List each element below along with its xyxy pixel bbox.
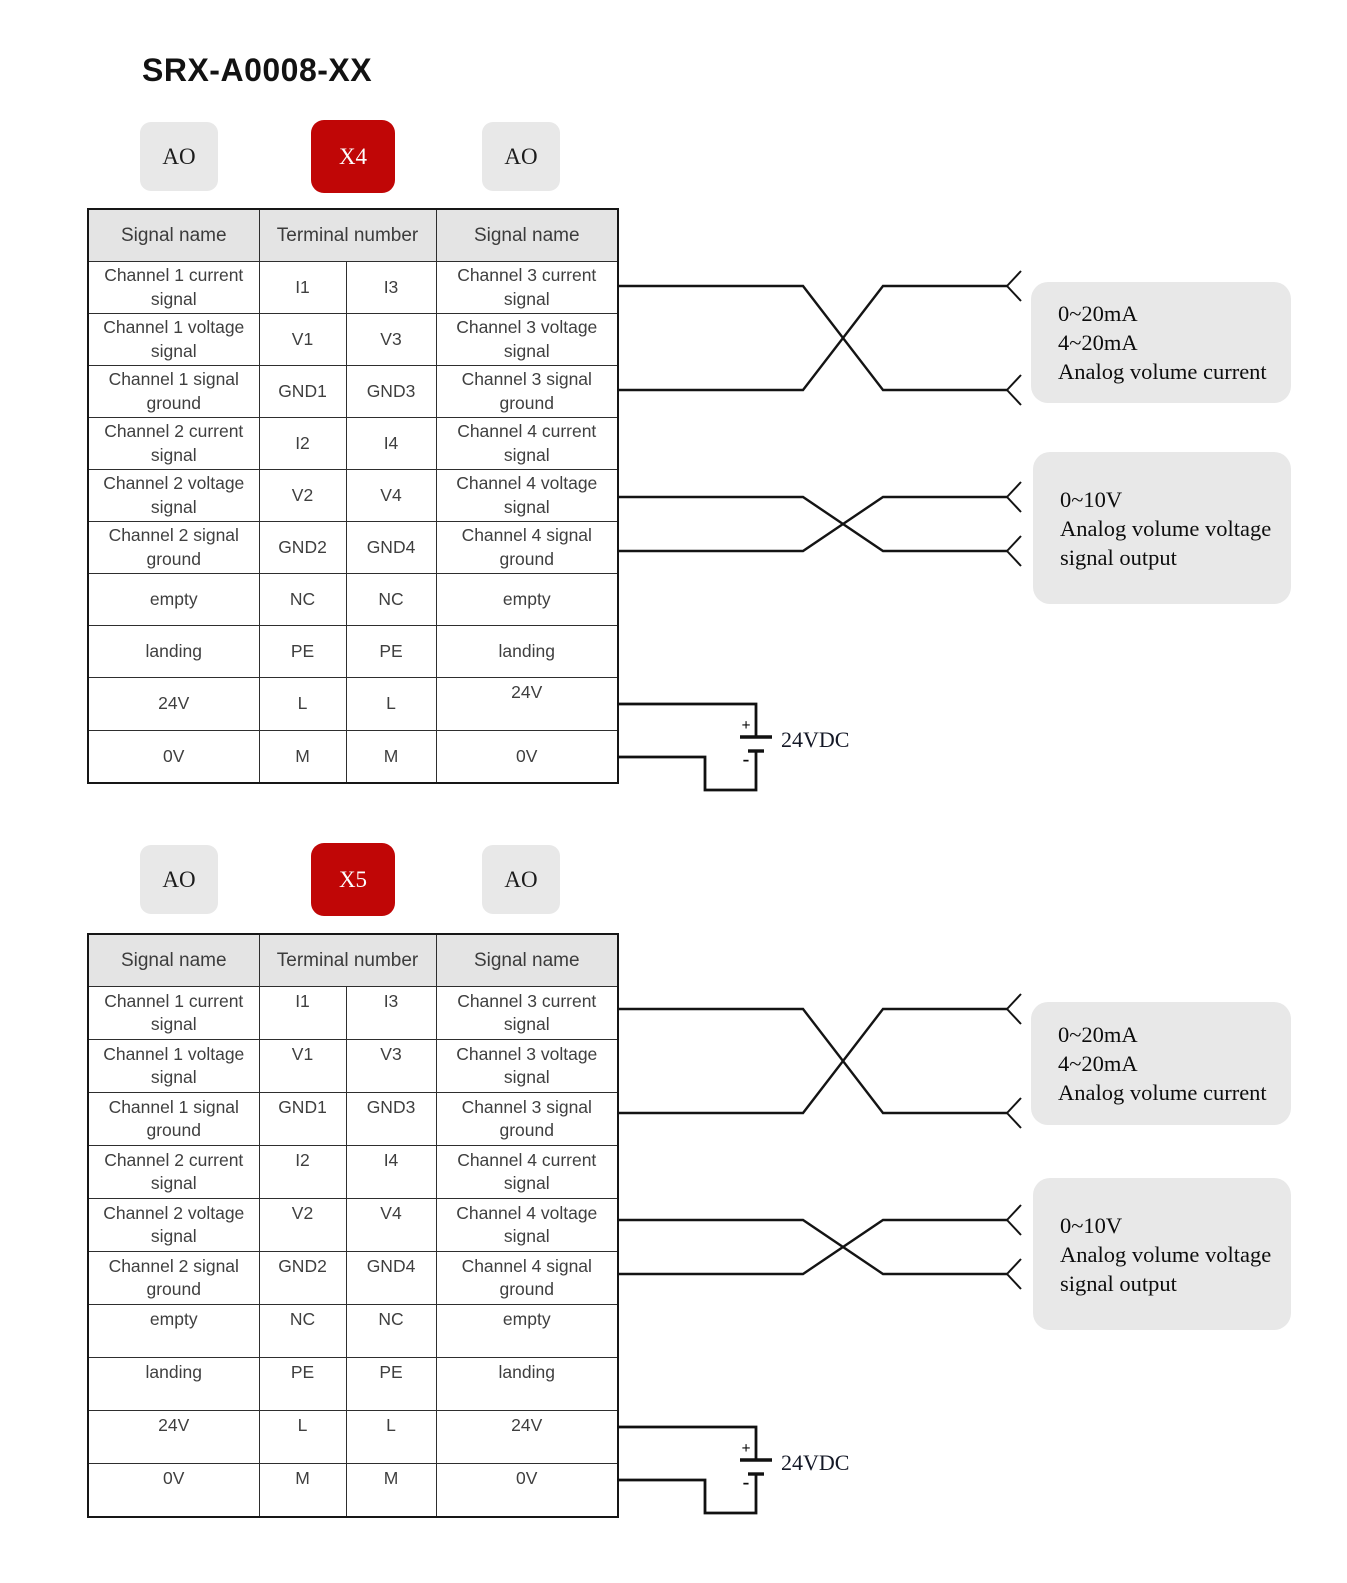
col-header-signal-name-left: Signal name <box>88 934 259 987</box>
signal-name-cell-left: Channel 2 signal ground <box>88 522 259 574</box>
signal-name-cell-right: empty <box>436 1305 618 1358</box>
signal-name-cell-left: 24V <box>88 678 259 731</box>
battery-minus-label: - <box>742 1471 750 1494</box>
annotation-line: 0~10V <box>1060 486 1123 512</box>
signal-name-cell-left: 0V <box>88 1464 259 1518</box>
table-header-row <box>88 934 618 987</box>
signal-name-cell-left: empty <box>88 574 259 626</box>
table-row <box>88 314 618 366</box>
terminal-table-x5 <box>87 933 619 1518</box>
connector-badge-x4: X4 <box>311 120 395 193</box>
table-row <box>88 1199 618 1252</box>
voltage-output-annotation <box>1033 452 1291 604</box>
terminal-number-cell: PE <box>346 1358 436 1411</box>
terminal-number-cell: PE <box>346 626 436 678</box>
terminal-number-cell: L <box>346 1411 436 1464</box>
terminal-number-cell: M <box>259 1464 346 1518</box>
battery-minus-label: - <box>742 748 750 771</box>
annotation-line: 0~20mA <box>1058 1022 1138 1047</box>
annotation-line: Analog volume current <box>1058 1080 1267 1105</box>
signal-name-cell-left: Channel 1 signal ground <box>88 366 259 418</box>
col-header-signal-name-left: Signal name <box>88 209 259 262</box>
table-row <box>88 574 618 626</box>
connector-module-x5 <box>0 723 1347 1533</box>
signal-name-cell-right: Channel 4 signal ground <box>436 522 618 574</box>
signal-name-cell-right: Channel 3 signal ground <box>436 1093 618 1146</box>
terminal-number-cell: GND1 <box>259 1093 346 1146</box>
voltage-output-annotation <box>1033 1178 1291 1330</box>
annotation-line: 0~10V <box>1060 1212 1123 1238</box>
terminal-number-cell: NC <box>259 574 346 626</box>
current-output-annotation <box>1031 1002 1291 1125</box>
table-row <box>88 1093 618 1146</box>
annotation-line: 0~20mA <box>1058 301 1138 326</box>
ao-badge-left: AO <box>140 122 218 191</box>
terminal-number-cell: V1 <box>259 1040 346 1093</box>
terminal-number-cell: V3 <box>346 1040 436 1093</box>
annotation-line: signal output <box>1060 1270 1177 1296</box>
annotation-line: Analog volume current <box>1058 359 1267 384</box>
signal-name-cell-left: Channel 1 current signal <box>88 262 259 314</box>
table-row <box>88 1411 618 1464</box>
terminal-number-cell: I3 <box>346 262 436 314</box>
signal-name-cell-right: Channel 4 voltage signal <box>436 1199 618 1252</box>
signal-name-cell-right: Channel 3 signal ground <box>436 366 618 418</box>
signal-name-cell-right: Channel 3 voltage signal <box>436 1040 618 1093</box>
table-row <box>88 1252 618 1305</box>
signal-name-cell-right: Channel 3 current signal <box>436 987 618 1040</box>
terminal-number-cell: PE <box>259 626 346 678</box>
terminal-number-cell: NC <box>346 1305 436 1358</box>
terminal-number-cell: NC <box>259 1305 346 1358</box>
terminal-number-cell: I4 <box>346 1146 436 1199</box>
annotation-line: 4~20mA <box>1058 1051 1138 1076</box>
terminal-number-cell: V4 <box>346 1199 436 1252</box>
signal-name-cell-right: Channel 3 current signal <box>436 262 618 314</box>
signal-name-cell-right: landing <box>436 1358 618 1411</box>
terminal-number-cell: GND4 <box>346 1252 436 1305</box>
ao-badge-right: AO <box>482 122 560 191</box>
signal-name-cell-left: Channel 2 current signal <box>88 418 259 470</box>
current-output-annotation <box>1031 282 1291 403</box>
col-header-signal-name-right: Signal name <box>436 934 618 987</box>
signal-name-cell-right: 0V <box>436 1464 618 1518</box>
table-row <box>88 626 618 678</box>
power-supply-label: 24VDC <box>781 1450 850 1475</box>
annotation-line: signal output <box>1060 544 1177 570</box>
table-row <box>88 470 618 522</box>
terminal-number-cell: V3 <box>346 314 436 366</box>
terminal-number-cell: L <box>259 678 346 731</box>
table-row <box>88 1358 618 1411</box>
signal-name-cell-left: landing <box>88 626 259 678</box>
signal-name-cell-right: empty <box>436 574 618 626</box>
signal-name-cell-right: Channel 4 current signal <box>436 1146 618 1199</box>
terminal-number-cell: V4 <box>346 470 436 522</box>
signal-name-cell-right: 24V <box>436 678 618 731</box>
signal-name-cell-left: empty <box>88 1305 259 1358</box>
signal-name-cell-left: 0V <box>88 731 259 784</box>
signal-name-cell-left: Channel 1 signal ground <box>88 1093 259 1146</box>
table-row <box>88 1146 618 1199</box>
signal-name-cell-right: Channel 3 voltage signal <box>436 314 618 366</box>
terminal-number-cell: L <box>346 678 436 731</box>
terminal-number-cell: GND4 <box>346 522 436 574</box>
signal-name-cell-right: Channel 4 current signal <box>436 418 618 470</box>
signal-name-cell-left: 24V <box>88 1411 259 1464</box>
terminal-number-cell: PE <box>259 1358 346 1411</box>
terminal-number-cell: NC <box>346 574 436 626</box>
annotation-line: 4~20mA <box>1058 330 1138 355</box>
signal-name-cell-right: Channel 4 signal ground <box>436 1252 618 1305</box>
power-supply-label: 24VDC <box>781 727 850 752</box>
annotation-line: Analog volume voltage <box>1060 515 1272 541</box>
annotation-line: Analog volume voltage <box>1060 1241 1272 1267</box>
table-row <box>88 366 618 418</box>
terminal-number-cell: GND2 <box>259 522 346 574</box>
connector-badge-x5: X5 <box>311 843 395 916</box>
terminal-number-cell: I2 <box>259 418 346 470</box>
page-title: SRX-A0008-XX <box>142 52 373 88</box>
terminal-number-cell: V2 <box>259 470 346 522</box>
signal-name-cell-left: Channel 2 voltage signal <box>88 470 259 522</box>
terminal-number-cell: V2 <box>259 1199 346 1252</box>
signal-name-cell-left: Channel 2 current signal <box>88 1146 259 1199</box>
terminal-number-cell: M <box>346 1464 436 1518</box>
table-row <box>88 522 618 574</box>
terminal-table-x4 <box>87 208 619 784</box>
ao-badge-left: AO <box>140 845 218 914</box>
signal-name-cell-left: Channel 1 current signal <box>88 987 259 1040</box>
signal-name-cell-left: Channel 2 voltage signal <box>88 1199 259 1252</box>
terminal-number-cell: V1 <box>259 314 346 366</box>
col-header-terminal-number: Terminal number <box>259 209 436 262</box>
table-row <box>88 1464 618 1518</box>
signal-name-cell-right: landing <box>436 626 618 678</box>
table-row <box>88 987 618 1040</box>
table-row <box>88 262 618 314</box>
signal-name-cell-left: landing <box>88 1358 259 1411</box>
terminal-number-cell: I1 <box>259 262 346 314</box>
terminal-number-cell: GND1 <box>259 366 346 418</box>
signal-name-cell-right: 0V <box>436 731 618 784</box>
battery-plus-label: + <box>741 1440 751 1457</box>
signal-name-cell-left: Channel 1 voltage signal <box>88 314 259 366</box>
table-row <box>88 1040 618 1093</box>
terminal-number-cell: M <box>346 731 436 784</box>
terminal-number-cell: I2 <box>259 1146 346 1199</box>
terminal-number-cell: GND3 <box>346 366 436 418</box>
table-header-row <box>88 209 618 262</box>
table-row <box>88 1305 618 1358</box>
terminal-number-cell: GND2 <box>259 1252 346 1305</box>
ao-badge-right: AO <box>482 845 560 914</box>
col-header-terminal-number: Terminal number <box>259 934 436 987</box>
terminal-number-cell: M <box>259 731 346 784</box>
terminal-number-cell: L <box>259 1411 346 1464</box>
terminal-number-cell: GND3 <box>346 1093 436 1146</box>
terminal-number-cell: I1 <box>259 987 346 1040</box>
terminal-number-cell: I4 <box>346 418 436 470</box>
signal-name-cell-left: Channel 2 signal ground <box>88 1252 259 1305</box>
table-row <box>88 418 618 470</box>
terminal-number-cell: I3 <box>346 987 436 1040</box>
col-header-signal-name-right: Signal name <box>436 209 618 262</box>
signal-name-cell-left: Channel 1 voltage signal <box>88 1040 259 1093</box>
signal-name-cell-right: 24V <box>436 1411 618 1464</box>
battery-plus-label: + <box>741 717 751 734</box>
signal-name-cell-right: Channel 4 voltage signal <box>436 470 618 522</box>
